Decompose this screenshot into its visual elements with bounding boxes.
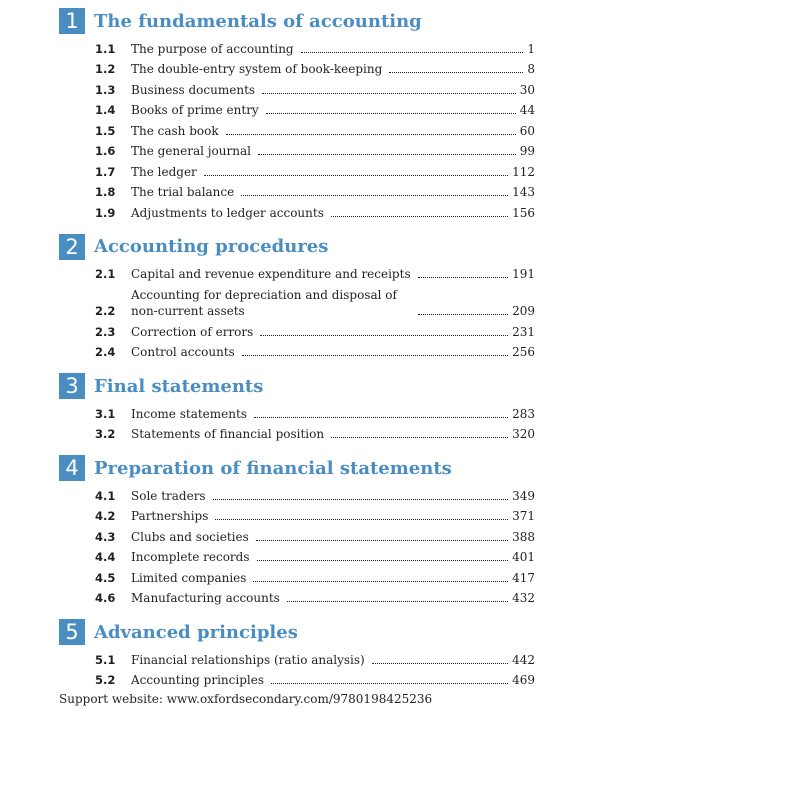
chapter-number-badge: 4 [59,455,85,481]
toc-entry[interactable] [59,483,535,504]
dot-leader [254,417,508,418]
section-title: Partnerships [131,509,209,523]
chapter-number-badge: 2 [59,234,85,260]
page-number: 283 [512,406,535,421]
section-number: 1.5 [95,123,116,138]
section-number: 2.1 [95,267,116,281]
page-number: 112 [512,164,535,179]
page-number: 99 [519,144,535,158]
toc-entry[interactable] [59,340,535,361]
section-number: 4.4 [95,550,116,564]
toc-entry[interactable] [59,159,535,180]
page-number: 60 [519,123,535,138]
dot-leader [242,355,508,356]
section-number: 1.9 [95,205,116,220]
chapter-heading[interactable] [59,372,535,400]
page-number: 191 [512,267,535,281]
dot-leader [253,581,508,582]
section-title: Financial relationships (ratio analysis) [131,652,365,667]
page-number: 417 [512,570,535,585]
section-list [59,483,535,606]
chapter-heading[interactable] [59,618,535,646]
section-list [59,401,535,442]
chapter-heading[interactable] [59,233,535,261]
section-title: Sole traders [131,488,206,503]
toc-entry[interactable] [59,282,535,319]
toc-entry[interactable] [59,504,535,525]
section-title: Books of prime entry [131,103,259,117]
dot-leader [260,335,508,336]
dot-leader [301,52,524,53]
page-number: 8 [527,62,535,76]
section-list [59,36,535,221]
chapter-section [59,7,535,221]
chapter-title: Advanced principles [94,621,298,643]
page-number: 432 [512,591,535,605]
toc-entry[interactable] [59,319,535,340]
section-number: 2.4 [95,345,116,359]
section-title: The cash book [131,123,219,138]
toc-entry[interactable] [59,401,535,422]
section-title: The double-entry system of book-keeping [131,62,383,76]
toc-entry[interactable] [59,98,535,119]
chapter-section [59,372,535,442]
dot-leader [372,663,508,664]
section-title: The purpose of accounting [131,41,294,56]
dot-leader [241,195,508,196]
page-number: 401 [512,550,535,564]
chapter-number-badge: 1 [59,8,85,34]
section-title: Control accounts [131,345,235,359]
dot-leader [266,113,516,114]
section-title: Business documents [131,82,256,97]
section-title: Adjustments to ledger accounts [131,205,324,220]
toc-entry[interactable] [59,118,535,139]
dot-leader [418,314,508,315]
page-number: 156 [512,205,535,220]
toc-entry[interactable] [59,77,535,98]
section-number: 1.7 [95,164,116,179]
dot-leader [287,601,508,602]
section-number: 4.1 [95,488,116,503]
section-title: The general journal [131,144,251,158]
chapter-title: Final statements [94,375,264,397]
page-number: 256 [512,345,535,359]
section-title: Accounting principles [131,673,264,687]
page-number: 30 [519,82,535,97]
dot-leader [215,519,508,520]
toc-entry[interactable] [59,180,535,201]
toc-entry[interactable] [59,668,535,689]
dot-leader [331,437,508,438]
dot-leader [389,72,523,73]
support-website[interactable]: Support website: www.oxfordsecondary.com/9780198425236 [59,692,433,706]
section-number: 3.2 [95,427,116,441]
table-of-contents [59,7,535,688]
page-number: 371 [512,509,535,523]
page-number: 349 [512,488,535,503]
section-title: Incomplete records [131,550,250,564]
section-number: 4.5 [95,570,116,585]
chapter-heading[interactable] [59,7,535,35]
section-number: 5.2 [95,673,116,687]
section-number: 4.2 [95,509,116,523]
dot-leader [257,560,509,561]
section-number: 3.1 [95,406,116,421]
section-number: 5.1 [95,652,116,667]
section-title: Statements of financial position [131,427,325,441]
section-number: 4.6 [95,591,116,605]
section-number: 1.6 [95,144,116,158]
section-list [59,262,535,361]
section-title: Accounting for depreciation and disposal of non-current assets [131,288,397,318]
dot-leader [418,277,508,278]
chapter-number-badge: 3 [59,373,85,399]
section-title: The trial balance [131,185,235,199]
dot-leader [204,175,508,176]
toc-entry[interactable] [59,586,535,607]
dot-leader [213,499,509,500]
page-number: 44 [519,103,535,117]
toc-entry[interactable] [59,36,535,57]
section-number: 1.1 [95,41,116,56]
page-number: 1 [527,41,535,56]
toc-entry[interactable] [59,422,535,443]
section-title: Manufacturing accounts [131,591,280,605]
toc-entry[interactable] [59,200,535,221]
toc-entry[interactable] [59,545,535,566]
chapter-section [59,233,535,361]
chapter-title: Preparation of financial statements [94,457,452,479]
section-title: The ledger [131,164,197,179]
chapter-title: The fundamentals of accounting [94,10,422,32]
toc-entry[interactable] [59,565,535,586]
section-number: 4.3 [95,529,116,544]
page-number: 469 [512,673,535,687]
chapter-section [59,618,535,688]
chapter-heading[interactable] [59,454,535,482]
page-number: 209 [512,304,535,318]
section-title: Correction of errors [131,324,254,339]
toc-entry[interactable] [59,57,535,78]
page-number: 143 [512,185,535,199]
section-number: 1.2 [95,62,116,76]
section-number: 1.8 [95,185,116,199]
section-number: 2.3 [95,324,116,339]
dot-leader [256,540,508,541]
toc-entry[interactable] [59,647,535,668]
page-number: 231 [512,324,535,339]
dot-leader [262,93,516,94]
toc-entry[interactable] [59,524,535,545]
section-title: Clubs and societies [131,529,249,544]
section-number: 1.4 [95,103,116,117]
section-number: 1.3 [95,82,116,97]
dot-leader [258,154,516,155]
toc-entry[interactable] [59,262,535,283]
page-number: 388 [512,529,535,544]
section-title: Capital and revenue expenditure and receipts [131,267,411,281]
page-number: 442 [512,652,535,667]
dot-leader [226,134,516,135]
chapter-number-badge: 5 [59,619,85,645]
chapter-section [59,454,535,606]
toc-entry[interactable] [59,139,535,160]
section-number: 2.2 [95,304,116,318]
chapter-title: Accounting procedures [94,236,329,257]
page-number: 320 [512,427,535,441]
dot-leader [331,216,508,217]
section-list [59,647,535,688]
dot-leader [271,683,508,684]
section-title: Limited companies [131,570,247,585]
section-title: Income statements [131,406,247,421]
